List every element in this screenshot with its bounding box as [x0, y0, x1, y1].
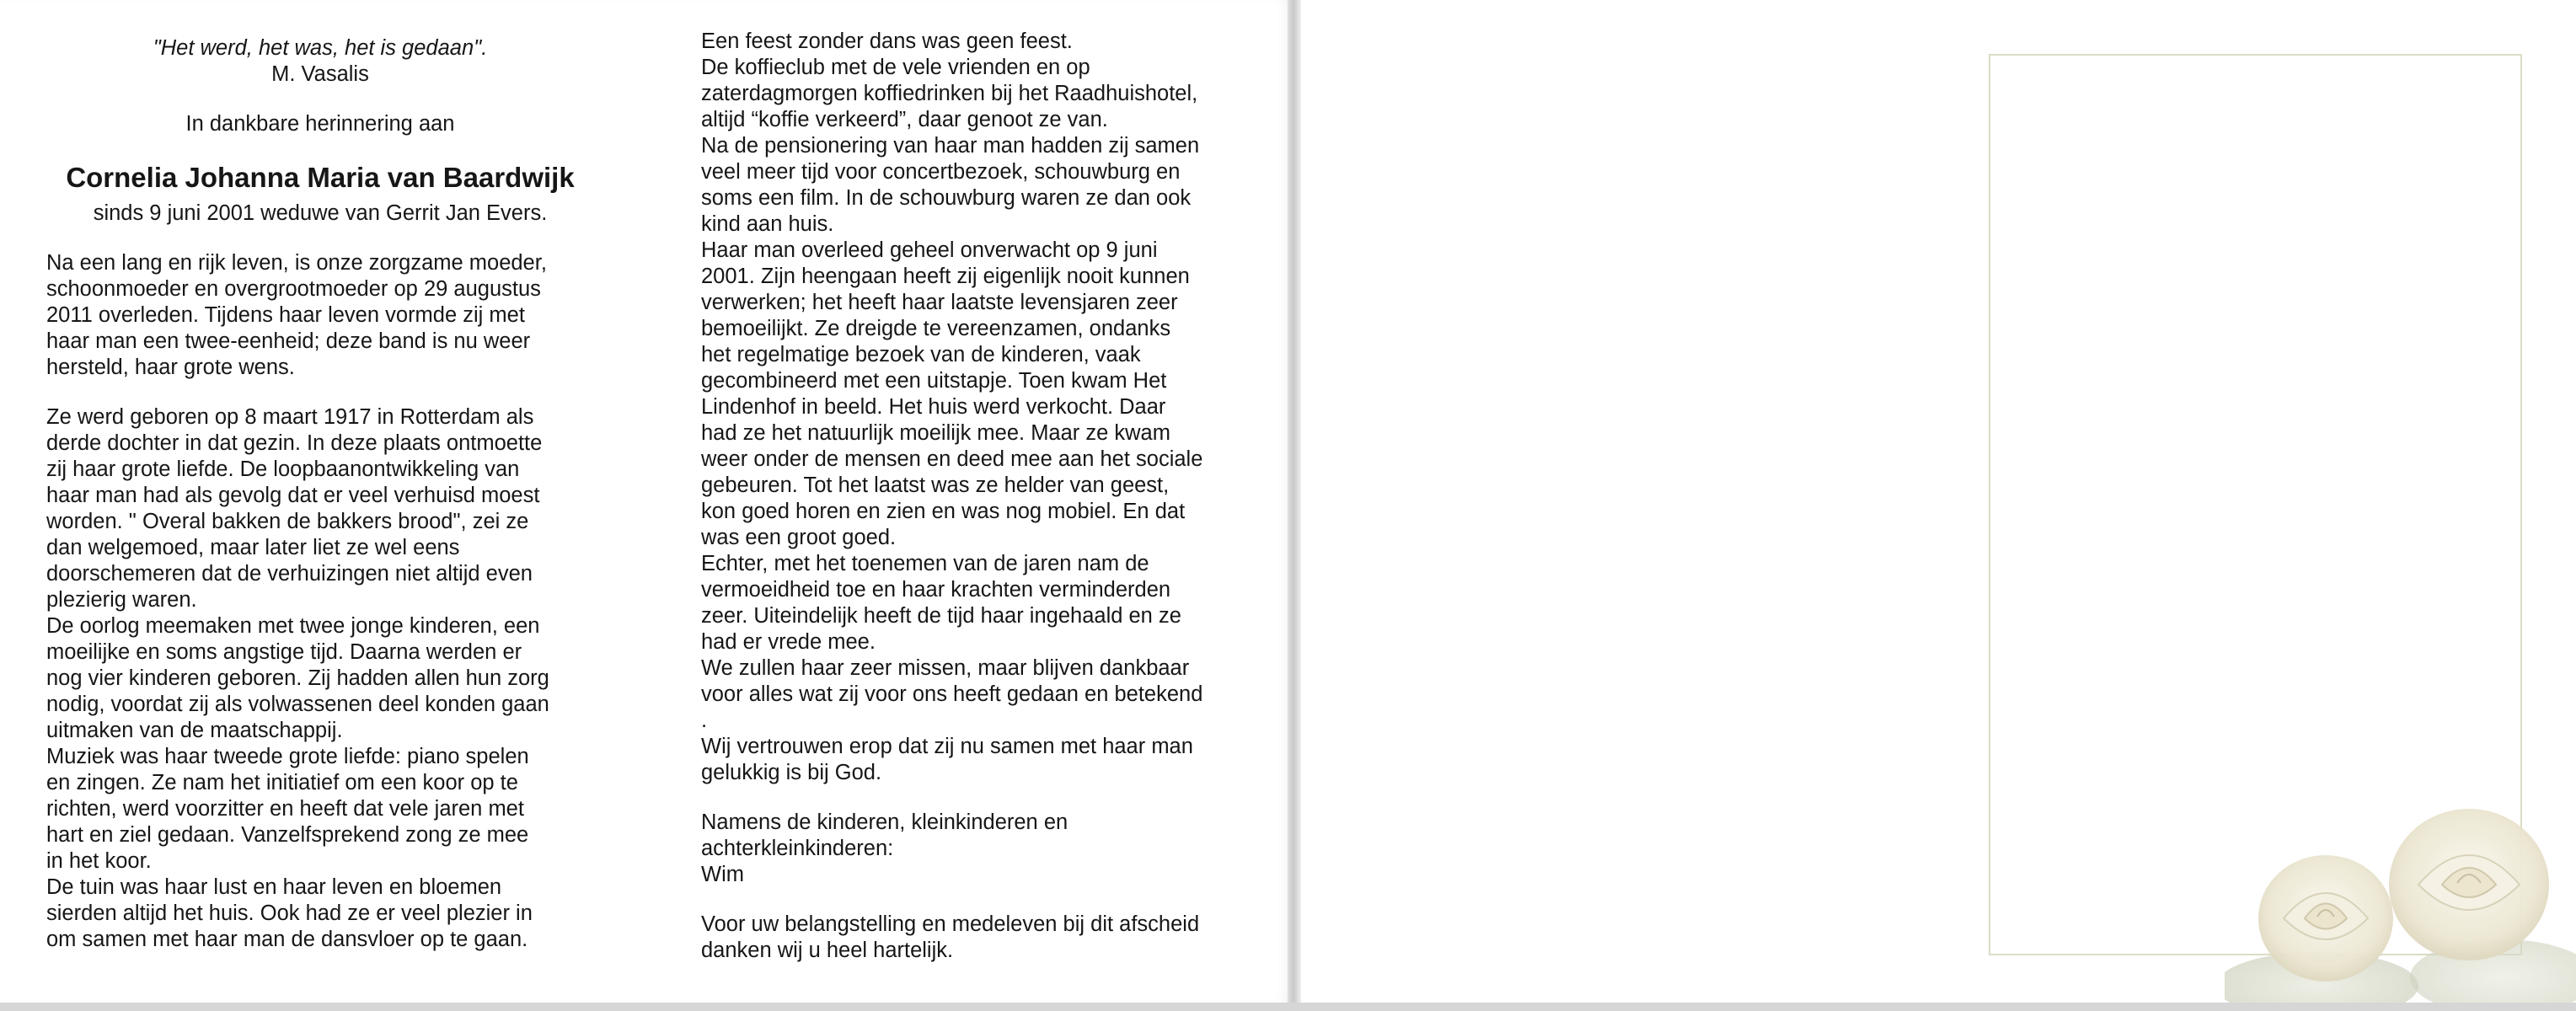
text-line: De tuin was haar lust en haar leven en bloemen [46, 875, 502, 899]
text-line: Een feest zonder dans was geen feest. [701, 29, 1073, 53]
text-line: . [701, 709, 708, 732]
text-line: 2001. Zijn heengaan heeft zij eigenlijk nooit kunnen [701, 265, 1190, 288]
left-text-column [46, 35, 594, 953]
text-line: in het koor. [46, 849, 152, 873]
text-line: achterkleinkinderen: [701, 837, 894, 860]
paragraph-life [46, 250, 594, 381]
text-line: richten, werd voorzitter en heeft dat vele jaren met [46, 797, 524, 821]
text-line: om samen met haar man de dansvloer op te gaan. [46, 928, 528, 951]
text-line: sierden altijd het huis. Ook had ze er veel plezier in [46, 901, 533, 925]
text-line: vermoeidheid toe en haar krachten verminderden [701, 578, 1171, 602]
text-line: Namens de kinderen, kleinkinderen en [701, 810, 1068, 834]
intro-text: In dankbare herinnering aan [185, 112, 455, 136]
text-line: het regelmatige bezoek van de kinderen, vaak [701, 343, 1141, 366]
text-line: Wim [701, 863, 744, 886]
card-bottom-edge [0, 1003, 2576, 1011]
text-line: gelukkig is bij God. [701, 761, 882, 784]
text-line: worden. " Overal bakken de bakkers brood", zei ze [46, 510, 529, 533]
text-line: gebeuren. Tot het laatst was ze helder van geest, [701, 473, 1170, 497]
text-line: had ze het natuurlijk moeilijk mee. Maar ze kwam [701, 421, 1170, 445]
text-line: verwerken; het heeft haar laatste levensjaren zeer [701, 291, 1178, 314]
text-line: Muziek was haar tweede grote liefde: piano spelen [46, 745, 529, 768]
text-line: hersteld, haar grote wens. [46, 356, 295, 379]
text-line: Voor uw belangstelling en medeleven bij dit afscheid [701, 912, 1200, 936]
text-line: moeilijke en soms angstige tijd. Daarna werden er [46, 640, 522, 664]
text-line: had er vrede mee. [701, 630, 876, 654]
paragraph-later-life [701, 29, 1274, 734]
deceased-name: Cornelia Johanna Maria van Baardwijk [66, 162, 575, 193]
card-fold [1288, 0, 1301, 1011]
paragraph-signature [701, 810, 1274, 888]
text-line: Wij vertrouwen erop dat zij nu samen met haar man [701, 735, 1193, 758]
text-line: We zullen haar zeer missen, maar blijven dankbaar [701, 656, 1190, 680]
paragraph-faith [701, 734, 1274, 786]
text-line: Ze werd geboren op 8 maart 1917 in Rotterdam als [46, 405, 534, 429]
text-line: uitmaken van de maatschappij. [46, 719, 343, 742]
text-line: weer onder de mensen en deed mee aan het sociale [701, 447, 1203, 471]
quote: "Het werd, het was, het is gedaan". [153, 36, 488, 60]
text-line: voor alles wat zij voor ons heeft gedaan en betekend [701, 682, 1203, 706]
text-line: kind aan huis. [701, 212, 834, 236]
text-line: 2011 overleden. Tijdens haar leven vormde zij met [46, 303, 525, 327]
text-line: bemoeilijkt. Ze dreigde te vereenzamen, ondanks [701, 317, 1171, 340]
white-roses-image [2225, 792, 2576, 1003]
text-line: haar man een twee-eenheid; deze band is nu weer [46, 329, 531, 353]
text-line: gecombineerd met een uitstapje. Toen kwam Het [701, 369, 1167, 393]
text-line: nodig, voordat zij als volwassenen deel konden gaan [46, 693, 549, 716]
text-line: was een groot goed. [701, 526, 897, 549]
text-line: zij haar grote liefde. De loopbaanontwikkeling van [46, 457, 520, 481]
text-line: nog vier kinderen geboren. Zij hadden allen hun zorg [46, 666, 549, 690]
text-line: plezierig waren. [46, 588, 197, 612]
text-line: dan welgemoed, maar later liet ze wel eens [46, 536, 460, 559]
text-line: De koffieclub met de vele vrienden en op [701, 56, 1090, 79]
text-line: Lindenhof in beeld. Het huis werd verkocht. Daar [701, 395, 1166, 419]
text-line: Na een lang en rijk leven, is onze zorgzame moeder, [46, 251, 547, 275]
text-line: De oorlog meemaken met twee jonge kinderen, een [46, 614, 540, 638]
text-line: doorschemeren dat de verhuizingen niet altijd even [46, 562, 533, 586]
text-line: schoonmoeder en overgrootmoeder op 29 augustus [46, 277, 541, 301]
text-line: Haar man overleed geheel onverwacht op 9 juni [701, 238, 1158, 262]
text-line: soms een film. In de schouwburg waren ze dan ook [701, 186, 1192, 210]
quote-author: M. Vasalis [271, 62, 369, 86]
text-line: kon goed horen en zien en was nog mobiel. En dat [701, 500, 1186, 523]
text-line: veel meer tijd voor concertbezoek, schouwburg en [701, 160, 1181, 184]
text-line: zaterdagmorgen koffiedrinken bij het Raadhuishotel, [701, 82, 1198, 105]
text-line: haar man had als gevolg dat er veel verhuisd moest [46, 484, 540, 507]
text-line: zeer. Uiteindelijk heeft de tijd haar ingehaald en ze [701, 604, 1181, 628]
text-line: en zingen. Ze nam het initiatief om een koor op te [46, 771, 518, 794]
paragraph-thanks [701, 912, 1274, 964]
widow-line: sinds 9 juni 2001 weduwe van Gerrit Jan Evers. [93, 201, 548, 225]
text-line: altijd “koffie verkeerd”, daar genoot ze van. [701, 108, 1108, 131]
text-line: hart en ziel gedaan. Vanzelfsprekend zong ze mee [46, 823, 529, 847]
text-line: Na de pensionering van haar man hadden zij samen [701, 134, 1200, 158]
text-line: Echter, met het toenemen van de jaren nam de [701, 552, 1149, 575]
right-text-column [701, 29, 1274, 964]
paragraph-biography [46, 404, 594, 953]
text-line: derde dochter in dat gezin. In deze plaats ontmoette [46, 431, 543, 455]
text-line: danken wij u heel hartelijk. [701, 939, 954, 962]
